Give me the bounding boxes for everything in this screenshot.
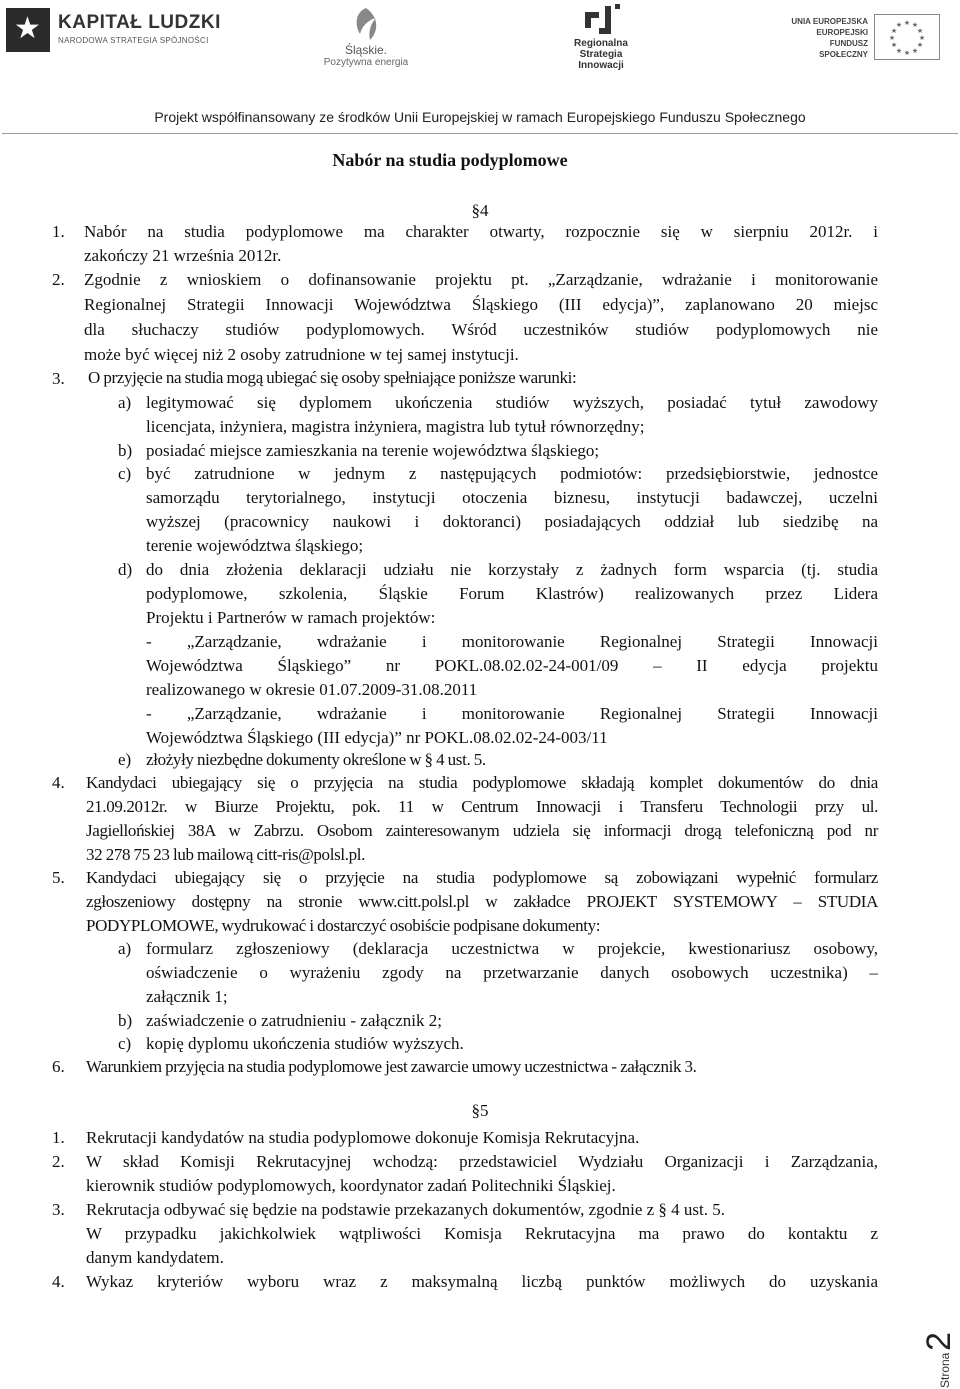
- text-line: W skład Komisji Rekrutacyjnej wchodzą: przedstawiciel Wydziału Organizacji i Zarządzania,: [86, 1152, 878, 1171]
- item-number: 1.: [52, 1128, 65, 1147]
- text-line: Projektu i Partnerów w ramach projektów:: [146, 608, 436, 627]
- rsi-line-3: Innowacji: [578, 60, 624, 71]
- svg-text:★: ★: [895, 21, 903, 29]
- text-line: wyższej (pracownicy naukowi i doktoranci) posiadających oddział lub siedzibę na: [146, 512, 878, 531]
- item-letter: a): [118, 393, 132, 412]
- item-number: 4.: [52, 773, 65, 792]
- text-line: O przyjęcie na studia mogą ubiegać się osoby spełniające poniższe warunki:: [88, 368, 577, 387]
- text-line: - „Zarządzanie, wdrażanie i monitorowanie Regionalnej Strategii Innowacji: [146, 632, 878, 651]
- slaskie-logo: [318, 2, 414, 78]
- text-line: Rekrutacji kandydatów na studia podyplomowe dokonuje Komisja Rekrutacyjna.: [86, 1128, 640, 1147]
- text-line: złożyły niezbędne dokumenty określone w § 4 ust. 5.: [146, 750, 486, 769]
- text-line: posiadać miejsce zamieszkania na terenie województwa śląskiego;: [146, 441, 600, 460]
- text-line: Województwa Śląskiego” nr POKL.08.02.02-24-001/09 – II edycja projektu: [146, 656, 878, 675]
- svg-text:★: ★: [918, 34, 926, 42]
- text-line: zaświadczenie o zatrudnieniu - załącznik 2;: [146, 1011, 442, 1030]
- text-line: Regionalnej Strategii Innowacji Województwa Śląskiego (III edycja)”, zaplanowano 20 miejsc: [84, 295, 878, 314]
- item-number: 1.: [52, 222, 65, 241]
- svg-text:★: ★: [890, 27, 898, 35]
- eu-line-3: FUNDUSZ SPOŁECZNY: [819, 39, 868, 59]
- text-line: realizowanego w okresie 01.07.2009-31.08.2011: [146, 680, 478, 699]
- text-line: samorządu terytorialnego, instytucji otoczenia biznesu, instytucji badawczej, uczelni: [146, 488, 878, 507]
- text-line: dla słuchaczy studiów podyplomowych. Wśród uczestników studiów podyplomowych nie: [84, 320, 878, 339]
- slaskie-slogan: Pozytywna energia: [323, 57, 409, 68]
- svg-text:★: ★: [890, 41, 898, 49]
- text-line: kopię dyplomu ukończenia studiów wyższych.: [146, 1034, 464, 1053]
- text-line: Kandydaci ubiegający się o przyjęcia na studia podyplomowe składają komplet dokumentów do dnia: [86, 773, 878, 792]
- page-number-marker: [919, 1322, 960, 1389]
- eu-text: [786, 16, 868, 60]
- section-5-heading: §5: [471, 1101, 489, 1120]
- item-letter: e): [118, 750, 132, 769]
- text-line: 21.09.2012r. w Biurze Projektu, pok. 11 w Centrum Innowacji i Transferu Technologii przy ul.: [86, 797, 878, 816]
- svg-text:★: ★: [888, 34, 896, 42]
- item-letter: b): [118, 441, 133, 460]
- kapital-ludzki-title: KAPITAŁ LUDZKI: [58, 12, 221, 33]
- rsi-logo: [566, 2, 636, 76]
- text-line: formularz zgłoszeniowy (deklaracja uczestnictwa w projekcie, kwestionariusz osobowy,: [146, 939, 878, 958]
- svg-text:★: ★: [916, 41, 924, 49]
- text-line: zgłoszeniowy dostępny na stronie www.citt.polsl.pl w zakładce PROJEKT SYSTEMOWY – STUDIA: [86, 892, 878, 911]
- page-label: Strona: [938, 1352, 952, 1388]
- logo-bar: [0, 0, 960, 80]
- svg-text:★: ★: [903, 19, 911, 27]
- eu-line-2: EUROPEJSKI: [816, 28, 868, 37]
- text-line: kierownik studiów podyplomowych, koordynator zadań Politechniki Śląskiej.: [86, 1176, 616, 1195]
- item-number: 2.: [52, 270, 65, 289]
- text-line: Kandydaci ubiegający się o przyjęcie na studia podyplomowe są zobowiązani wypełnić formularz: [86, 868, 878, 887]
- header-divider: [2, 133, 958, 134]
- item-number: 5.: [52, 868, 65, 887]
- text-line: zakończy 21 września 2012r.: [84, 246, 282, 265]
- svg-text:★: ★: [903, 49, 911, 57]
- text-line: załącznik 1;: [146, 987, 228, 1006]
- text-line: Województwa Śląskiego (III edycja)” nr POKL.08.02.02-24-003/11: [146, 728, 608, 747]
- text-line: może być więcej niż 2 osoby zatrudnione w tej samej instytucji.: [84, 345, 519, 364]
- item-number: 6.: [52, 1057, 65, 1076]
- text-line: Rekrutacja odbywać się będzie na podstawie przekazanych dokumentów, zgodnie z § 4 ust. 5.: [86, 1200, 726, 1219]
- svg-text:★: ★: [895, 47, 903, 55]
- slaskie-name: Śląskie.: [344, 43, 388, 57]
- item-number: 3.: [52, 1200, 65, 1219]
- eu-logo: [786, 14, 956, 58]
- text-line: W przypadku jakichkolwiek wątpliwości Komisja Rekrutacyjna ma prawo do kontaktu z: [86, 1224, 878, 1243]
- page-number: 2: [919, 1332, 958, 1351]
- kapital-ludzki-subtitle: NARODOWA STRATEGIA SPÓJNOŚCI: [58, 36, 209, 45]
- svg-text:★: ★: [911, 47, 919, 55]
- slaskie-mark-icon: [346, 4, 386, 44]
- text-line: oświadczenie o wyrażeniu zgody na przetwarzanie danych osobowych uczestnika) –: [146, 963, 878, 982]
- text-line: legitymować się dyplomem ukończenia studiów wyższych, posiadać tytuł zawodowy: [146, 393, 878, 412]
- kapital-ludzki-logo: [6, 8, 221, 56]
- item-number: 2.: [52, 1152, 65, 1171]
- text-line: Jagiellońskiej 38A w Zabrzu. Osobom zainteresowanym udziela się informacji drogą telefoniczną pod nr: [86, 821, 878, 840]
- funding-statement: Projekt współfinansowany ze środków Unii Europejskiej w ramach Europejskiego Funduszu Społecznego: [154, 109, 806, 125]
- rsi-line-1: Regionalna: [574, 38, 628, 49]
- text-line: do dnia złożenia deklaracji udziału nie korzystały z żadnych form wsparcia (tj. studia: [146, 560, 878, 579]
- text-line: Wykaz kryteriów wyboru wraz z maksymalną liczbą punktów możliwych do uzyskania: [86, 1272, 878, 1291]
- item-letter: d): [118, 560, 133, 579]
- item-letter: b): [118, 1011, 133, 1030]
- item-number: 3.: [52, 369, 65, 388]
- item-letter: c): [118, 1034, 132, 1053]
- item-letter: a): [118, 939, 132, 958]
- document-title: Nabór na studia podyplomowe: [332, 150, 568, 170]
- text-line: terenie województwa śląskiego;: [146, 536, 364, 555]
- svg-text:★: ★: [911, 21, 919, 29]
- text-line: Warunkiem przyjęcia na studia podyplomowe jest zawarcie umowy uczestnictwa - załącznik 3.: [86, 1057, 697, 1076]
- svg-text:★: ★: [916, 27, 924, 35]
- text-line: licencjata, inżyniera, magistra inżyniera, magistra lub tytuł równorzędny;: [146, 417, 645, 436]
- eu-line-1: UNIA EUROPEJSKA: [791, 17, 868, 26]
- text-line: 32 278 75 23 lub mailową citt-ris@polsl.pl.: [86, 845, 366, 864]
- text-line: Nabór na studia podyplomowe ma charakter otwarty, rozpocznie się w sierpniu 2012r. i: [84, 222, 878, 241]
- text-line: podyplomowe, szkolenia, Śląskie Forum Klastrów) realizowanych przez Lidera: [146, 584, 878, 603]
- rsi-line-2: Strategia: [579, 49, 623, 60]
- item-letter: c): [118, 464, 132, 483]
- item-number: 4.: [52, 1272, 65, 1291]
- text-line: Zgodnie z wnioskiem o dofinansowanie projektu pt. „Zarządzanie, wdrażanie i monitorowanie: [84, 270, 878, 289]
- text-line: - „Zarządzanie, wdrażanie i monitorowanie Regionalnej Strategii Innowacji: [146, 704, 878, 723]
- star-icon: ★: [6, 8, 50, 52]
- eu-flag-icon: [874, 14, 940, 60]
- section-4-heading: §4: [471, 201, 489, 220]
- text-line: być zatrudnione w jednym z następujących podmiotów: przedsiębiorstwie, jednostce: [146, 464, 878, 483]
- text-line: PODYPLOMOWE, wydrukować i dostarczyć osobiście podpisane dokumenty:: [86, 916, 601, 935]
- text-line: danym kandydatem.: [86, 1248, 224, 1267]
- rsi-mark-icon: [579, 2, 623, 38]
